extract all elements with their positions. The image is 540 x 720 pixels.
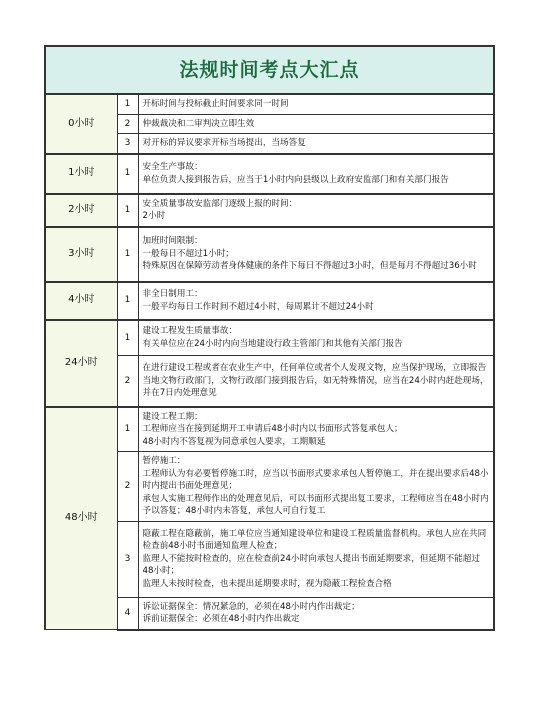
content-line: 诉讼证据保全：情况紧急的，必须在48小时内作出裁定；: [142, 601, 360, 612]
content-line: 2小时: [142, 211, 166, 221]
row-number: 1: [117, 282, 138, 320]
row-number: 1: [117, 154, 138, 194]
content-line: 一般平均每日工作时间不超过4小时，每周累计不超过24小时: [142, 301, 374, 312]
content-line: 工程师认为有必要暂停施工时，应当以书面形式要求承包人暂停施工，并在提出要求后48小时内提出书面处理意见；: [142, 468, 489, 491]
content-line: 开标时间与投标截止时间要求同一时间: [142, 99, 289, 109]
content-cell: [138, 521, 494, 597]
content-line: 安全生产事故：: [142, 162, 203, 172]
row-number: 1: [117, 94, 138, 114]
page-title: 法规时间考点大汇点: [45, 46, 494, 94]
category-cell: 2小时: [45, 194, 117, 227]
table-row: [45, 282, 494, 320]
content-line: 在进行建设工程或者在农业生产中，任何单位或者个人发现文物，应当保护现场，立即报告当地文物行政部门，文物行政部门接到报告后，如无特殊情况，应当在24小时内赶赴现场，并在7日内处理意见: [142, 363, 489, 398]
content-line: 安全质量事故安监部门逐级上报的时间：: [142, 198, 298, 209]
content-line: 监理人不能按时检查的，应在检查前24小时向承包人提出书面延期要求，但延期不能超过48小时；: [142, 553, 480, 577]
content-line: 暂停施工：: [142, 456, 186, 466]
row-number: 3: [117, 521, 138, 597]
content-line: 特殊原因在保障劳动者身体健康的条件下每日不得超过3小时，但是每月不得超过36小时: [142, 261, 477, 272]
row-number: 1: [117, 320, 138, 356]
category-cell: 1小时: [45, 154, 117, 194]
row-number: 3: [117, 134, 138, 154]
content-cell: [138, 320, 494, 356]
row-number: 2: [117, 356, 138, 407]
table-row: [45, 194, 494, 227]
content-line: 非全日制用工：: [142, 289, 203, 299]
content-cell: [138, 154, 494, 194]
title-row: [45, 46, 494, 94]
table-row: [45, 320, 494, 356]
category-cell: 48小时: [45, 407, 117, 630]
content-cell: [138, 134, 494, 154]
category-cell: 3小时: [45, 227, 117, 282]
table-row: [45, 227, 494, 282]
content-cell: [138, 356, 494, 407]
content-cell: [138, 194, 494, 227]
content-line: 承包人实施工程师作出的处理意见后，可以书面形式提出复工要求，工程师应当在48小时内予以答复；48小时内未答复，承包人可自行复工: [142, 493, 489, 516]
row-number: 4: [117, 597, 138, 630]
content-line: 48小时内不答复视为同意承包人要求，工期顺延: [142, 436, 326, 447]
content-line: 建设工程工期：: [142, 411, 203, 422]
content-cell: [138, 282, 494, 320]
content-cell: [138, 114, 494, 134]
content-line: 对开标的异议要求开标当场提出，当场答复: [142, 138, 306, 148]
table-row: [45, 154, 494, 194]
content-line: 一般每日不超过1小时；: [142, 248, 234, 259]
content-line: 单位负责人接到报告后，应当于1小时内向县级以上政府安监部门和有关部门报告: [142, 174, 449, 185]
row-number: 1: [117, 194, 138, 227]
content-cell: [138, 94, 494, 114]
content-cell: [138, 452, 494, 522]
row-number: 1: [117, 227, 138, 282]
content-line: 工程师应当在接到延期开工申请后48小时内以书面形式答复承包人；: [142, 424, 403, 434]
row-number: 1: [117, 407, 138, 452]
content-line: 隐蔽工程在隐蔽前，施工单位应当通知建设单位和建设工程质量监督机构。承包人应在共同检查前48小时书面通知监理人检查；: [142, 528, 487, 552]
table-row: [45, 407, 494, 452]
category-cell: 0小时: [45, 94, 117, 154]
content-line: 诉前证据保全：必须在48小时内作出裁定: [142, 614, 300, 624]
category-cell: 4小时: [45, 282, 117, 320]
row-number: 2: [117, 452, 138, 522]
content-line: 建设工程发生质量事故：: [142, 326, 238, 337]
row-number: 2: [117, 114, 138, 134]
content-cell: [138, 407, 494, 452]
content-line: 加班时间限制：: [142, 236, 203, 247]
content-line: 仲裁裁决和二审判决立即生效: [142, 118, 255, 129]
table-row: [45, 94, 494, 114]
law-time-table: [44, 45, 495, 631]
content-cell: [138, 227, 494, 282]
content-line: 监理人未按时检查，也未提出延期要求时，视为隐蔽工程检查合格: [142, 578, 392, 589]
content-line: 有关单位应在24小时内向当地建设行政主管部门和其他有关部门报告: [142, 338, 403, 349]
category-cell: 24小时: [45, 320, 117, 407]
content-cell: [138, 597, 494, 630]
